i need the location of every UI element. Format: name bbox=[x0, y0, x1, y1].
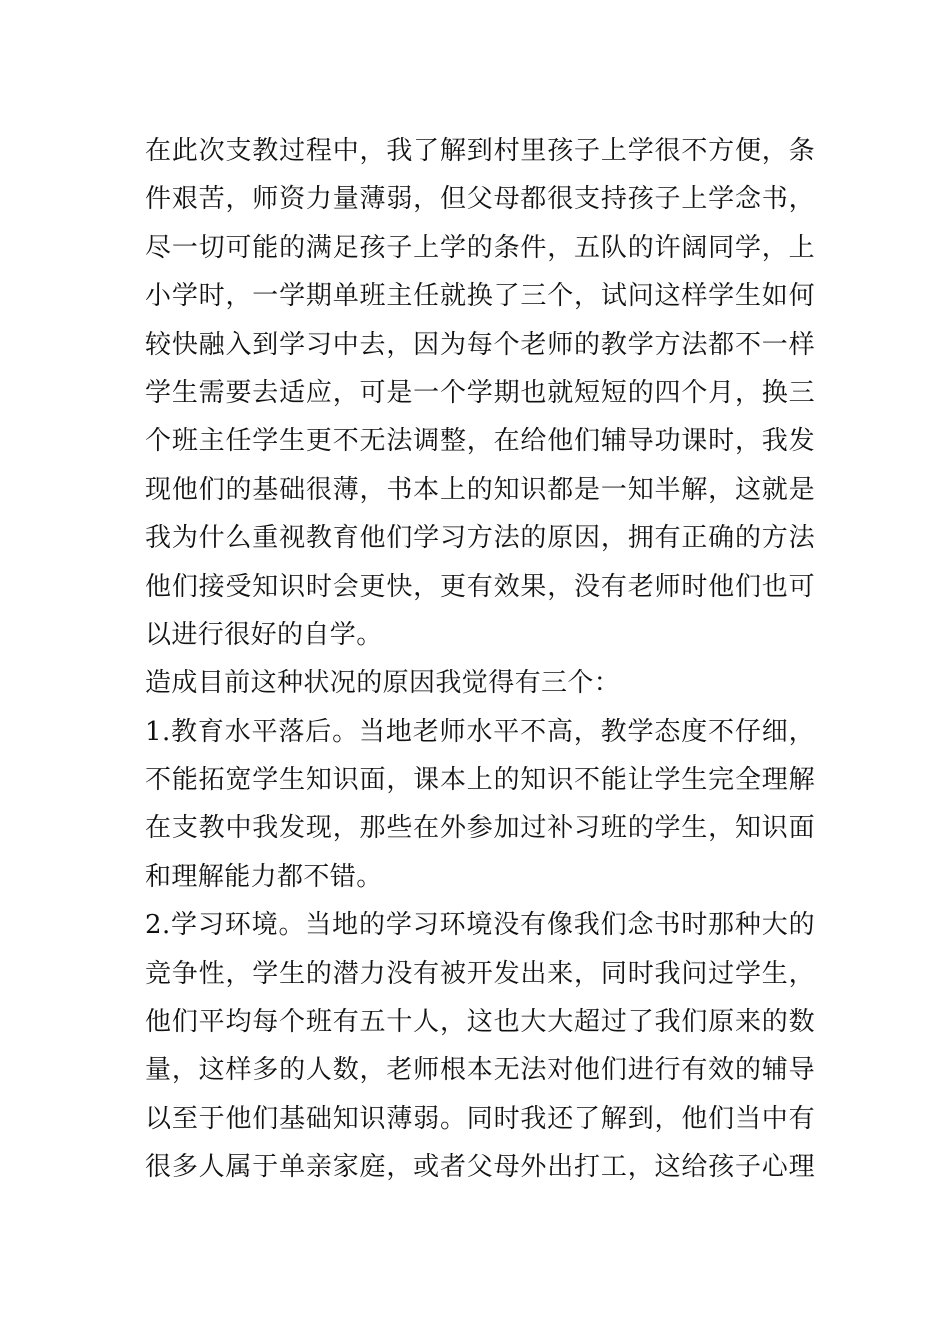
text-line: 较快融入到学习中去，因为每个老师的教学方法都不一样 bbox=[145, 329, 815, 360]
text-line: 造成目前这种状况的原因我觉得有三个： bbox=[145, 668, 621, 699]
text-line: 在支教中我发现，那些在外参加过补习班的学生，知识面 bbox=[145, 813, 815, 844]
text-line: 个班主任学生更不无法调整，在给他们辅导功课时，我发 bbox=[145, 426, 815, 457]
text-line: 和理解能力都不错。 bbox=[145, 861, 383, 892]
text-line: 小学时，一学期单班主任就换了三个，试问这样学生如何 bbox=[145, 281, 815, 312]
text-line: 量，这样多的人数，老师根本无法对他们进行有效的辅导 bbox=[145, 1055, 815, 1086]
body-text bbox=[145, 127, 815, 1192]
text-line: 我为什么重视教育他们学习方法的原因，拥有正确的方法 bbox=[145, 523, 815, 554]
text-line: 他们平均每个班有五十人，这也大大超过了我们原来的数 bbox=[145, 1007, 815, 1038]
text-line: 以至于他们基础知识薄弱。同时我还了解到，他们当中有 bbox=[145, 1103, 815, 1134]
text-line: 件艰苦，师资力量薄弱，但父母都很支持孩子上学念书， bbox=[145, 184, 815, 215]
text-line: 竞争性，学生的潜力没有被开发出来，同时我问过学生， bbox=[145, 958, 815, 989]
text-line: 在此次支教过程中，我了解到村里孩子上学很不方便，条 bbox=[145, 136, 815, 166]
text-line: 尽一切可能的满足孩子上学的条件，五队的许阔同学，上 bbox=[145, 232, 815, 263]
text-line: 很多人属于单亲家庭，或者父母外出打工，这给孩子心理 bbox=[145, 1152, 815, 1183]
text-line: 现他们的基础很薄，书本上的知识都是一知半解，这就是 bbox=[145, 474, 815, 505]
text-line: 1.教育水平落后。当地老师水平不高，教学态度不仔细， bbox=[145, 716, 815, 747]
text-line: 2.学习环境。当地的学习环境没有像我们念书时那种大的 bbox=[145, 910, 815, 941]
text-line: 以进行很好的自学。 bbox=[145, 619, 383, 650]
text-line: 他们接受知识时会更快，更有效果，没有老师时他们也可 bbox=[145, 571, 815, 602]
text-line: 不能拓宽学生知识面，课本上的知识不能让学生完全理解 bbox=[145, 765, 815, 796]
text-line: 学生需要去适应，可是一个学期也就短短的四个月，换三 bbox=[145, 377, 815, 408]
